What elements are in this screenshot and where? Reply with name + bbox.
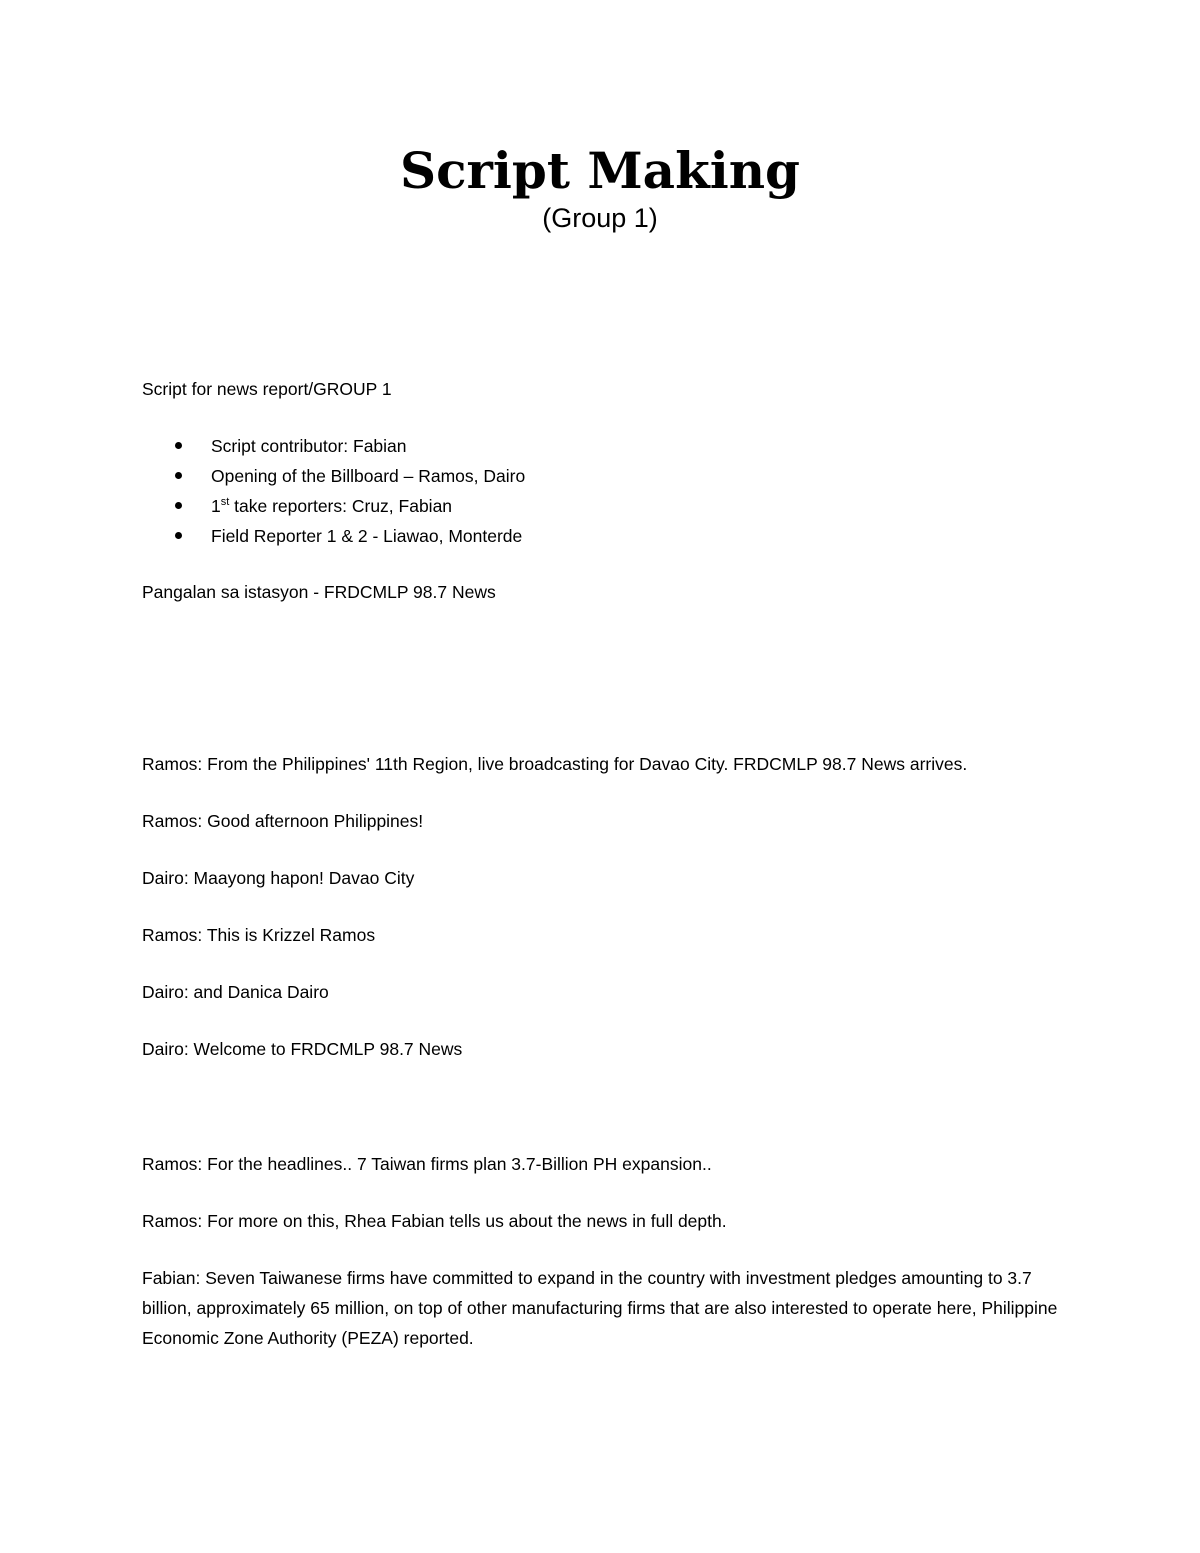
take-ordinal-suffix: st: [220, 496, 230, 508]
script-line: Ramos: For more on this, Rhea Fabian tells us about the news in full depth.: [142, 1211, 727, 1231]
script-line: Dairo: and Danica Dairo: [142, 982, 329, 1002]
contributor-text: Script contributor: Fabian: [211, 436, 407, 456]
document-title: Script Making: [399, 141, 801, 200]
bullet-icon: [175, 472, 182, 479]
take-number: 1: [211, 496, 221, 516]
field-reporter-text: Field Reporter 1 & 2 - Liawao, Monterde: [211, 526, 523, 546]
script-line: Ramos: For the headlines.. 7 Taiwan firms plan 3.7-Billion PH expansion..: [142, 1154, 712, 1174]
bullet-icon: [175, 502, 182, 509]
credits-list: [142, 431, 525, 551]
script-line: Dairo: Welcome to FRDCMLP 98.7 News: [142, 1039, 463, 1059]
bullet-icon: [175, 532, 182, 539]
document-subtitle: (Group 1): [542, 203, 658, 233]
station-line: Pangalan sa istasyon - FRDCMLP 98.7 News: [142, 582, 496, 602]
list-item: [142, 461, 525, 491]
script-line: Dairo: Maayong hapon! Davao City: [142, 868, 415, 888]
script-line: Ramos: From the Philippines' 11th Region, live broadcasting for Davao City. FRDCMLP 98.7 News arrives.: [142, 754, 968, 774]
take-text: take reporters: Cruz, Fabian: [229, 496, 453, 516]
billboard-text: Opening of the Billboard – Ramos, Dairo: [211, 466, 526, 486]
script-line: Ramos: This is Krizzel Ramos: [142, 925, 376, 945]
script-paragraph: Fabian: Seven Taiwanese firms have committed to expand in the country with investment pledges amounting to 3.7 billion, approximately 65 million, on top of other manufacturing firms that are also interested to operate here, Philippine Economic Zone Authority (PEZA) reported.: [142, 1268, 1058, 1348]
list-item: [142, 491, 525, 521]
script-line: Ramos: Good afternoon Philippines!: [142, 811, 424, 831]
bullet-icon: [175, 442, 182, 449]
list-item: [142, 521, 525, 551]
intro-line: Script for news report/GROUP 1: [142, 379, 392, 399]
list-item: [142, 431, 525, 461]
